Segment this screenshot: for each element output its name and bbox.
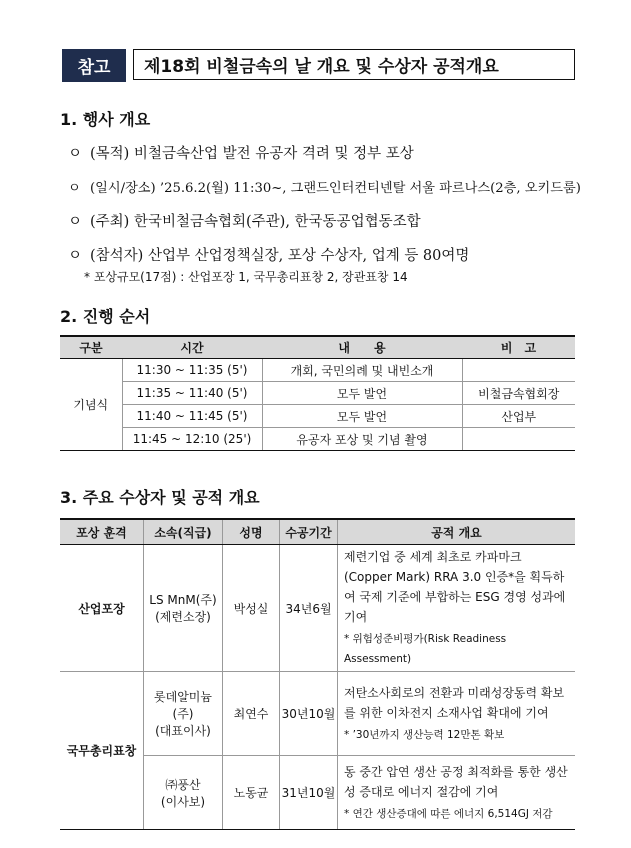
title-text: 제18회 비철금속의 날 개요 및 수상자 공적개요	[144, 57, 499, 77]
bullet-attendees	[68, 244, 469, 265]
bullet-mark: ㅇ	[68, 214, 83, 230]
award-grade: 산업포장	[60, 545, 144, 672]
awards-table	[60, 518, 575, 830]
row-content: 모두 발언	[262, 382, 462, 405]
awards-header-row	[60, 519, 575, 545]
bullet-text: (참석자) 산업부 산업정책실장, 포상 수상자, 업계 등 80여명	[90, 248, 470, 264]
schedule-table	[60, 335, 575, 451]
bullet-mark: ㅇ	[68, 248, 83, 264]
org-position: (대표이사)	[155, 724, 211, 738]
bullet-datetime	[68, 177, 581, 196]
table-row	[60, 545, 575, 672]
award-org	[144, 545, 223, 672]
bullet-mark: ㅇ	[68, 181, 81, 196]
bullet-text: (목적) 비철금속산업 발전 유공자 격려 및 정부 포상	[90, 146, 414, 162]
achievement-note: * 위험성준비평가(Risk Readiness Assessment)	[344, 633, 507, 665]
bullet-mark: ㅇ	[68, 146, 83, 162]
award-period: 30년10월	[280, 672, 338, 756]
bullet-purpose	[68, 142, 414, 163]
org-company: 롯데알미늄(주)	[154, 690, 212, 721]
header-org: 소속(직급)	[144, 519, 223, 545]
header-grade: 포상 훈격	[60, 519, 144, 545]
org-company: ㈜풍산	[165, 777, 201, 792]
bullet-host	[68, 210, 421, 231]
reference-tag: 참고	[62, 49, 126, 82]
schedule-header-row	[60, 336, 575, 359]
award-org	[144, 672, 223, 756]
bullet-text: (주최) 한국비철금속협회(주관), 한국동공업협동조합	[90, 214, 421, 230]
row-time: 11:45 ~ 12:10 (25')	[122, 428, 262, 451]
achievement-text: 저탄소사회로의 전환과 미래성장동력 확보를 위한 이차전지 소재사업 확대에 기여	[344, 685, 565, 720]
table-row	[60, 672, 575, 756]
table-row	[60, 382, 575, 405]
row-content: 개회, 국민의례 및 내빈소개	[262, 359, 462, 382]
row-time: 11:30 ~ 11:35 (5')	[122, 359, 262, 382]
achievement-text: 제련기업 중 세계 최초로 카파마크 (Copper Mark) RRA 3.0 인증*을 획득하여 국제 기준에 부합하는 ESG 경영 성과에 기여	[344, 550, 566, 624]
row-time: 11:40 ~ 11:45 (5')	[122, 405, 262, 428]
section-1-title: 1. 행사 개요	[60, 110, 151, 129]
group-label: 기념식	[60, 359, 122, 451]
achievement-note: * ’30년까지 생산능력 12만톤 확보	[344, 728, 505, 741]
award-achievement	[338, 672, 576, 756]
bullet-text: (일시/장소) ’25.6.2(월) 11:30~, 그랜드인터컨티넨탈 서울 파르나스(2층, 오키드룸)	[90, 181, 581, 196]
header-remarks: 비 고	[462, 336, 575, 359]
section-3-title: 3. 주요 수상자 및 공적 개요	[60, 488, 260, 507]
table-row	[60, 359, 575, 382]
document-title	[133, 49, 575, 80]
award-org	[144, 756, 223, 830]
award-achievement	[338, 756, 576, 830]
row-remarks	[462, 359, 575, 382]
org-company: LS MnM(주)	[149, 593, 217, 607]
award-name: 노동균	[223, 756, 280, 830]
achievement-text: 동 중간 압연 생산 공정 최적화를 통한 생산성 증대로 에너지 절감에 기여	[344, 764, 568, 799]
table-row	[60, 405, 575, 428]
header-category: 구분	[60, 336, 122, 359]
award-scale-note: * 포상규모(17점) : 산업포장 1, 국무총리표창 2, 장관표창 14	[84, 270, 408, 284]
award-grade: 국무총리표창	[60, 672, 144, 830]
table-row	[60, 428, 575, 451]
award-name: 박성실	[223, 545, 280, 672]
header-period: 수공기간	[280, 519, 338, 545]
header-achievement: 공적 개요	[338, 519, 576, 545]
header-time: 시간	[122, 336, 262, 359]
award-name: 최연수	[223, 672, 280, 756]
row-remarks: 비철금속협회장	[462, 382, 575, 405]
award-period: 31년10월	[280, 756, 338, 830]
award-period: 34년6월	[280, 545, 338, 672]
row-content: 유공자 포상 및 기념 촬영	[262, 428, 462, 451]
row-remarks: 산업부	[462, 405, 575, 428]
award-achievement	[338, 545, 576, 672]
header-content: 내 용	[262, 336, 462, 359]
header-name: 성명	[223, 519, 280, 545]
row-remarks	[462, 428, 575, 451]
org-position: (제련소장)	[155, 610, 211, 624]
achievement-note: * 연간 생산증대에 따른 에너지 6,514GJ 저감	[344, 807, 553, 820]
row-content: 모두 발언	[262, 405, 462, 428]
row-time: 11:35 ~ 11:40 (5')	[122, 382, 262, 405]
section-2-title: 2. 진행 순서	[60, 307, 151, 326]
org-position: (이사보)	[160, 794, 206, 809]
